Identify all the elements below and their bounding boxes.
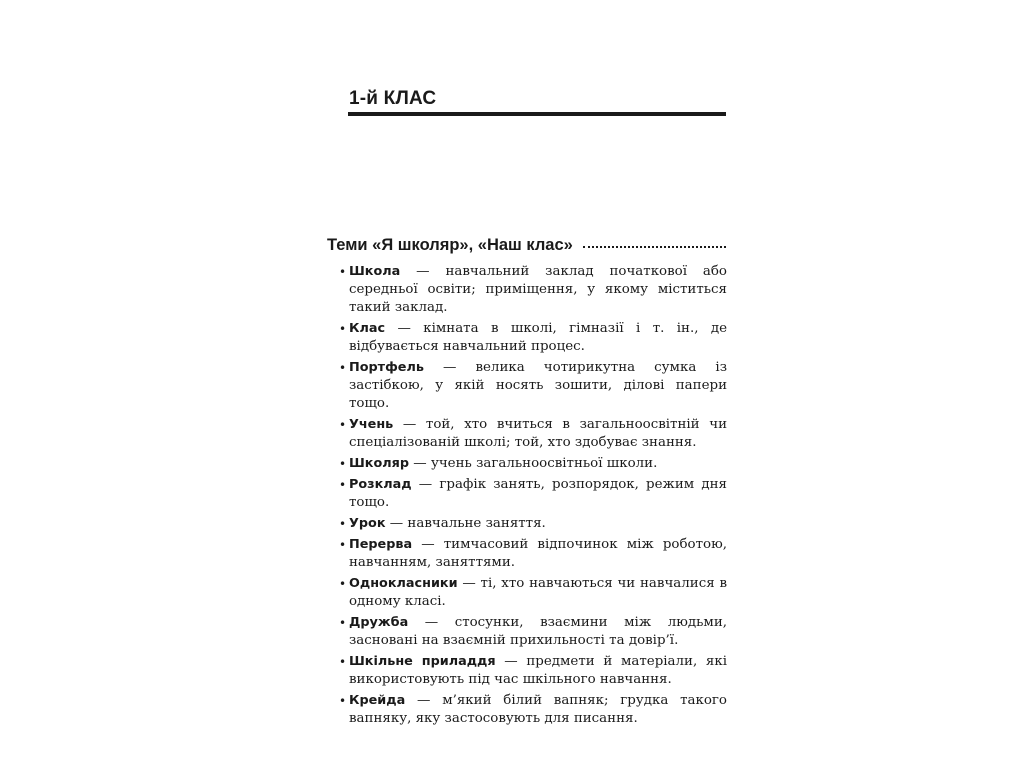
term-definition: — графік занять, розпорядок, режим дня тощо.: [349, 477, 727, 510]
chapter-title-underline: [348, 112, 726, 116]
dotted-leader: [583, 236, 726, 248]
term-item: [339, 455, 727, 473]
term-definition: — кімната в школі, гімназії і т. ін., де відбувається навчальний процес.: [349, 321, 727, 354]
section-heading: [327, 236, 726, 255]
term-definition: — м’який білий вапняк; грудка такого вапняку, яку застосовують для писання.: [349, 693, 727, 726]
term-word: Урок: [349, 516, 386, 531]
section-heading-text: Теми «Я школяр», «Наш клас»: [327, 236, 573, 254]
term-item: [339, 320, 727, 356]
term-item: [339, 575, 727, 611]
term-word: Клас: [349, 321, 386, 336]
term-definition: — навчальне заняття.: [385, 516, 546, 531]
term-definition: — ті, хто навчаються чи навчалися в одному класі.: [349, 576, 727, 609]
term-item: [339, 614, 727, 650]
term-list: [339, 263, 727, 731]
term-item: [339, 416, 727, 452]
term-definition: — навчальний заклад початкової або середньої освіти; приміщення, у якому міститься такий заклад.: [349, 264, 727, 315]
term-definition: — предмети й матеріали, які використовують під час шкільного навчання.: [349, 654, 727, 687]
term-word: Дружба: [349, 615, 409, 630]
term-item: [339, 515, 727, 533]
term-item: [339, 263, 727, 317]
term-item: [339, 536, 727, 572]
term-definition: — велика чотирикутна сумка із застібкою, у якій носять зошити, ділові папери тощо.: [349, 360, 727, 411]
term-word: Учень: [349, 417, 394, 432]
term-item: [339, 476, 727, 512]
term-word: Крейда: [349, 693, 406, 708]
term-definition: — той, хто вчиться в загальноосвітній чи спеціалізованій школі; той, хто здобуває знання.: [349, 417, 727, 450]
term-word: Розклад: [349, 477, 412, 492]
term-word: Портфель: [349, 360, 424, 375]
chapter-title: 1-й КЛАС: [349, 88, 437, 109]
term-word: Однокласники: [349, 576, 458, 591]
term-item: [339, 359, 727, 413]
term-word: Шкільне приладдя: [349, 654, 496, 669]
term-item: [339, 692, 727, 728]
term-item: [339, 653, 727, 689]
term-definition: — тимчасовий відпочинок між роботою, навчанням, заняттями.: [349, 537, 727, 570]
term-definition: — стосунки, взаємини між людьми, засновані на взаємній прихильності та довір’ї.: [349, 615, 727, 648]
term-word: Школа: [349, 264, 401, 279]
term-word: Школяр: [349, 456, 410, 471]
term-definition: — учень загальноосвітньої школи.: [409, 456, 658, 471]
term-word: Перерва: [349, 537, 413, 552]
